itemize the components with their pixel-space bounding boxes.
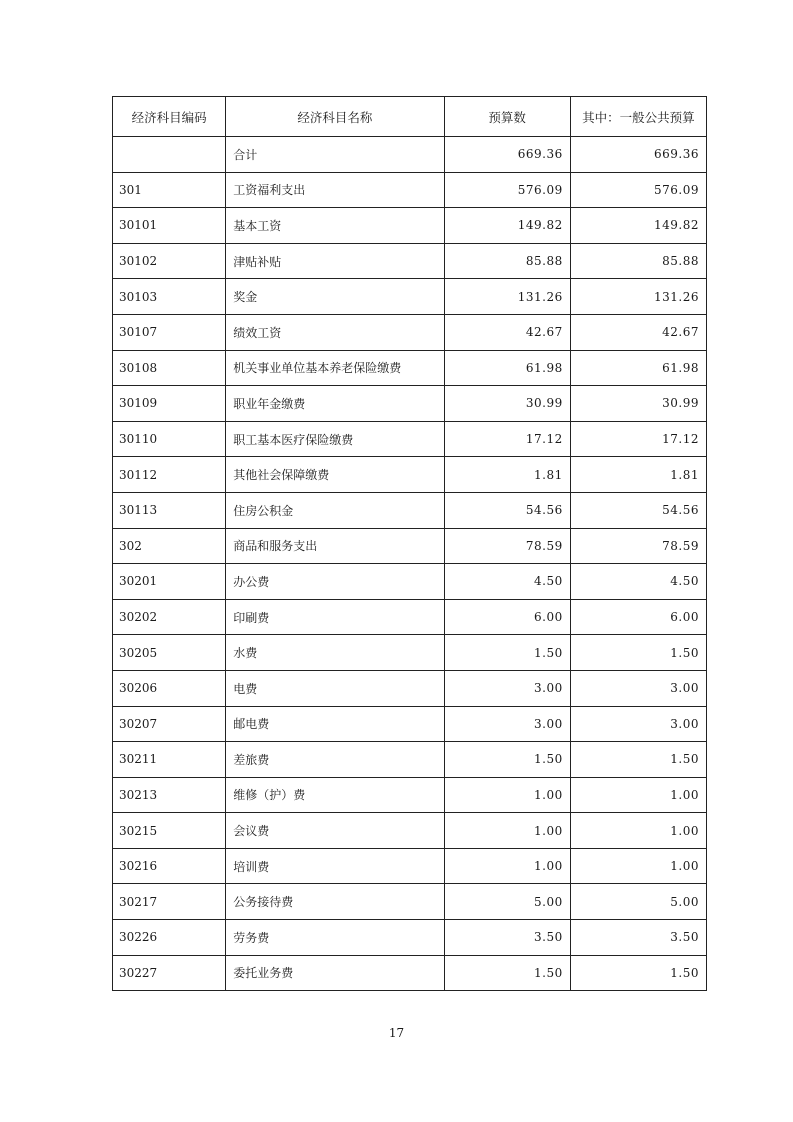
row-general-budget: 149.82 (570, 208, 706, 244)
page-number: 17 (388, 1026, 405, 1040)
budget-table (112, 96, 707, 991)
row-general-budget: 1.81 (570, 457, 706, 493)
row-amount: 17.12 (444, 421, 570, 457)
row-general-budget: 6.00 (570, 599, 706, 635)
table-row (113, 208, 707, 244)
table-row (113, 813, 707, 849)
row-code: 30102 (113, 243, 226, 279)
row-amount: 30.99 (444, 386, 570, 422)
table-header (113, 97, 707, 137)
row-name: 水费 (226, 635, 444, 671)
table-body (113, 137, 707, 991)
row-name: 基本工资 (226, 208, 444, 244)
row-name: 劳务费 (226, 920, 444, 956)
row-name: 公务接待费 (226, 884, 444, 920)
row-name: 奖金 (226, 279, 444, 315)
row-name: 会议费 (226, 813, 444, 849)
row-amount: 6.00 (444, 599, 570, 635)
row-amount: 1.50 (444, 635, 570, 671)
row-general-budget: 1.00 (570, 777, 706, 813)
row-code (113, 137, 226, 173)
row-code: 30108 (113, 350, 226, 386)
row-code: 30113 (113, 492, 226, 528)
row-code: 30201 (113, 564, 226, 600)
row-name: 印刷费 (226, 599, 444, 635)
row-code: 30103 (113, 279, 226, 315)
row-general-budget: 17.12 (570, 421, 706, 457)
row-amount: 3.50 (444, 920, 570, 956)
row-amount: 669.36 (444, 137, 570, 173)
row-amount: 54.56 (444, 492, 570, 528)
table-row (113, 386, 707, 422)
row-code: 30216 (113, 848, 226, 884)
row-code: 30213 (113, 777, 226, 813)
row-code: 30215 (113, 813, 226, 849)
table-row (113, 279, 707, 315)
row-amount: 1.00 (444, 848, 570, 884)
row-name: 邮电费 (226, 706, 444, 742)
row-amount: 85.88 (444, 243, 570, 279)
row-amount: 61.98 (444, 350, 570, 386)
row-code: 30226 (113, 920, 226, 956)
row-general-budget: 1.50 (570, 635, 706, 671)
table-row (113, 635, 707, 671)
row-general-budget: 85.88 (570, 243, 706, 279)
table-row (113, 599, 707, 635)
row-amount: 78.59 (444, 528, 570, 564)
row-general-budget: 4.50 (570, 564, 706, 600)
row-name: 委托业务费 (226, 955, 444, 991)
row-name: 商品和服务支出 (226, 528, 444, 564)
row-code: 30206 (113, 670, 226, 706)
table-row (113, 492, 707, 528)
row-name: 其他社会保障缴费 (226, 457, 444, 493)
table-row (113, 350, 707, 386)
row-code: 301 (113, 172, 226, 208)
row-amount: 1.00 (444, 813, 570, 849)
row-amount: 3.00 (444, 706, 570, 742)
row-name: 差旅费 (226, 742, 444, 778)
row-code: 30109 (113, 386, 226, 422)
table-row (113, 884, 707, 920)
row-code: 30101 (113, 208, 226, 244)
row-code: 30207 (113, 706, 226, 742)
row-code: 30202 (113, 599, 226, 635)
table-row (113, 706, 707, 742)
table-row (113, 564, 707, 600)
row-general-budget: 131.26 (570, 279, 706, 315)
table-row (113, 777, 707, 813)
row-amount: 1.50 (444, 742, 570, 778)
table-row (113, 421, 707, 457)
table-row (113, 528, 707, 564)
header-amount: 预算数 (444, 97, 570, 137)
header-row (113, 97, 707, 137)
row-code: 30217 (113, 884, 226, 920)
row-amount: 3.00 (444, 670, 570, 706)
row-general-budget: 576.09 (570, 172, 706, 208)
row-amount: 131.26 (444, 279, 570, 315)
row-name: 培训费 (226, 848, 444, 884)
row-general-budget: 42.67 (570, 314, 706, 350)
row-amount: 1.50 (444, 955, 570, 991)
row-code: 30112 (113, 457, 226, 493)
header-general-budget: 其中：一般公共预算 (570, 97, 706, 137)
row-amount: 4.50 (444, 564, 570, 600)
row-name: 办公费 (226, 564, 444, 600)
table-row (113, 920, 707, 956)
row-general-budget: 5.00 (570, 884, 706, 920)
row-general-budget: 1.50 (570, 742, 706, 778)
table-row (113, 172, 707, 208)
row-general-budget: 3.50 (570, 920, 706, 956)
row-amount: 1.81 (444, 457, 570, 493)
table-row (113, 243, 707, 279)
row-code: 30227 (113, 955, 226, 991)
row-amount: 5.00 (444, 884, 570, 920)
row-amount: 42.67 (444, 314, 570, 350)
row-amount: 576.09 (444, 172, 570, 208)
row-general-budget: 30.99 (570, 386, 706, 422)
row-general-budget: 3.00 (570, 706, 706, 742)
row-amount: 149.82 (444, 208, 570, 244)
table-row (113, 457, 707, 493)
row-amount: 1.00 (444, 777, 570, 813)
row-code: 302 (113, 528, 226, 564)
table-row (113, 314, 707, 350)
row-general-budget: 1.00 (570, 813, 706, 849)
table-row (113, 848, 707, 884)
row-code: 30107 (113, 314, 226, 350)
table-row (113, 670, 707, 706)
header-code: 经济科目编码 (113, 97, 226, 137)
table-row (113, 955, 707, 991)
row-code: 30205 (113, 635, 226, 671)
row-name: 电费 (226, 670, 444, 706)
table-row (113, 742, 707, 778)
row-name: 津贴补贴 (226, 243, 444, 279)
row-name: 工资福利支出 (226, 172, 444, 208)
row-general-budget: 54.56 (570, 492, 706, 528)
header-name: 经济科目名称 (226, 97, 444, 137)
row-general-budget: 78.59 (570, 528, 706, 564)
row-general-budget: 61.98 (570, 350, 706, 386)
row-general-budget: 1.50 (570, 955, 706, 991)
row-general-budget: 3.00 (570, 670, 706, 706)
row-name: 维修（护）费 (226, 777, 444, 813)
row-name: 职业年金缴费 (226, 386, 444, 422)
row-general-budget: 669.36 (570, 137, 706, 173)
row-name: 合计 (226, 137, 444, 173)
row-name: 绩效工资 (226, 314, 444, 350)
row-code: 30110 (113, 421, 226, 457)
row-name: 职工基本医疗保险缴费 (226, 421, 444, 457)
row-name: 机关事业单位基本养老保险缴费 (226, 350, 444, 386)
row-general-budget: 1.00 (570, 848, 706, 884)
row-code: 30211 (113, 742, 226, 778)
row-name: 住房公积金 (226, 492, 444, 528)
table-row (113, 137, 707, 173)
